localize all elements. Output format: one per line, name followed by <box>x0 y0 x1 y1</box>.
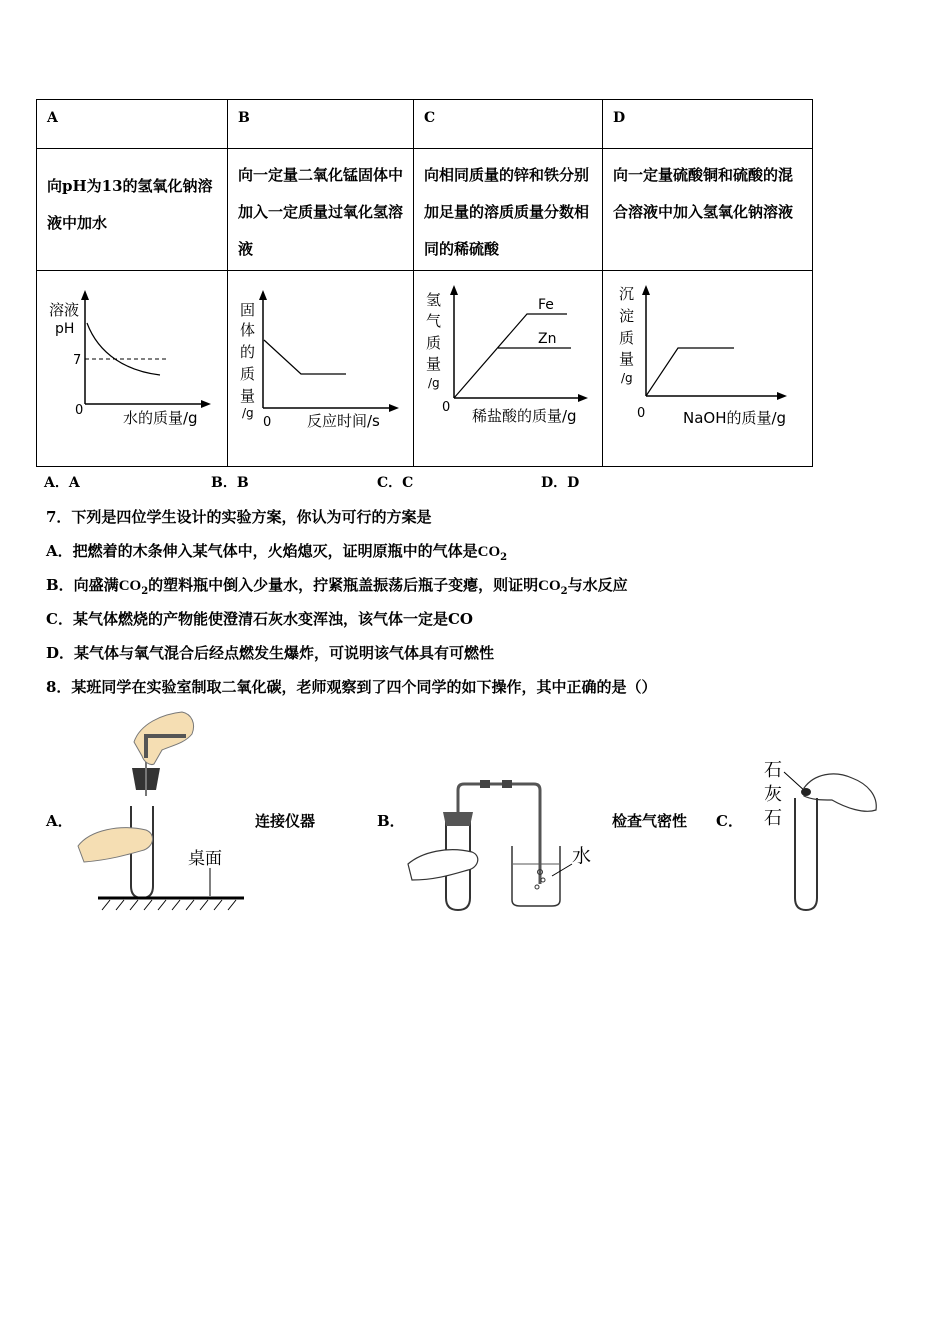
graph-c-zn-label: Zn <box>538 331 557 347</box>
graph-d-y-arrow <box>642 285 650 295</box>
q6-graph-c <box>414 271 603 467</box>
limestone-char-2: 石 <box>764 808 782 829</box>
q7-option-c: C．某气体燃烧的产物能使澄清石灰水变浑浊，该气体一定是CO <box>46 610 473 628</box>
q8-stem: 8．某班同学在实验室制取二氧化碳，老师观察到了四个同学的如下操作，其中正确的是（） <box>46 678 657 696</box>
graph-c-ylabel-1: 气 <box>426 312 442 330</box>
q6-desc-a: 向pH为13的氢氧化钠溶液中加水 <box>37 149 228 271</box>
limestone-icon <box>801 788 811 796</box>
graph-c-svg <box>414 271 602 466</box>
q6-header-c: C <box>414 100 603 149</box>
q8-option-b-label: B． <box>377 812 405 830</box>
graph-a-y-arrow <box>81 290 89 300</box>
graph-b-xlabel: 反应时间/s <box>307 412 380 430</box>
graph-b-ylabel-1: 体 <box>240 321 256 339</box>
graph-d-ylabel-2: 质 <box>619 329 635 347</box>
graph-c-xlabel: 稀盐酸的质量/g <box>472 407 577 425</box>
q6-option-b: B．B <box>211 475 249 491</box>
hand-icon <box>408 850 478 880</box>
q8-option-a-caption: 连接仪器 <box>255 812 316 830</box>
table-label: 桌面 <box>188 849 222 869</box>
q8-option-a-label: A． <box>46 812 73 830</box>
q8-option-c-label: C． <box>716 812 743 830</box>
graph-a-ylabel-1: 溶液 <box>49 301 80 319</box>
q8-option-b-caption: 检查气密性 <box>612 812 688 830</box>
q6-table <box>36 99 813 467</box>
q6-desc-b: 向一定量二氧化锰固体中加入一定质量过氧化氢溶液 <box>228 149 414 271</box>
graph-c-fe-line <box>454 314 567 398</box>
graph-c-y-arrow <box>450 285 458 295</box>
test-tube-icon <box>795 798 817 910</box>
graph-c-ylabel-3: 量 <box>426 355 442 373</box>
graph-c-ylabel-0: 氢 <box>426 291 442 309</box>
graph-a-curve <box>87 323 160 375</box>
graph-a-ylabel-2: pH <box>55 321 75 337</box>
upper-hand-icon <box>134 712 194 765</box>
lower-hand-icon <box>78 828 153 862</box>
graph-d-svg <box>603 271 812 466</box>
stopper-icon <box>443 812 473 826</box>
q6-desc-d: 向一定量硫酸铜和硫酸的混合溶液中加入氢氧化钠溶液 <box>603 149 813 271</box>
q6-header-d: D <box>603 100 813 149</box>
graph-a-origin: 0 <box>75 403 84 418</box>
graph-b-origin: 0 <box>263 415 272 430</box>
graph-b-ylabel-3: 质 <box>240 365 256 383</box>
graph-c-ylabel-2: 质 <box>426 334 442 352</box>
graph-b-svg <box>228 271 413 466</box>
q6-option-d: D．D <box>541 475 580 491</box>
graph-b-y-arrow <box>259 290 267 300</box>
graph-d-ylabel-1: 淀 <box>619 307 635 325</box>
graph-d-ylabel-3: 量 <box>619 350 635 368</box>
q7-stem: 7．下列是四位学生设计的实验方案，你认为可行的方案是 <box>46 508 432 526</box>
graph-c-fe-label: Fe <box>538 297 554 313</box>
q6-header-b: B <box>228 100 414 149</box>
q8-figure-b <box>402 772 598 914</box>
graph-d-ylabel-0: 沉 <box>619 285 635 303</box>
q8-figure-a <box>70 706 250 914</box>
q6-graph-b <box>228 271 414 467</box>
q6-option-a: A．A <box>44 475 80 491</box>
graph-c-x-arrow <box>578 394 588 402</box>
q6-option-c: C．C <box>377 475 414 491</box>
q6-desc-c: 向相同质量的锌和铁分别加足量的溶质质量分数相同的稀硫酸 <box>414 149 603 271</box>
graph-d-origin: 0 <box>637 406 646 421</box>
q7-option-d: D．某气体与氧气混合后经点燃发生爆炸，可说明该气体具有可燃性 <box>46 644 495 662</box>
q6-graph-d <box>603 271 813 467</box>
q7-option-a: A．把燃着的木条伸入某气体中，火焰熄灭，证明原瓶中的气体是$CO_2$ <box>46 542 508 563</box>
graph-d-xlabel: NaOH的质量/g <box>683 409 787 427</box>
graph-b-ylabel-5: /g <box>242 406 254 420</box>
graph-b-x-arrow <box>389 404 399 412</box>
limestone-char-0: 石 <box>764 760 782 781</box>
q6-options <box>44 472 744 490</box>
q6-header-a: A <box>37 100 228 149</box>
graph-c-ylabel-4: /g <box>428 376 440 390</box>
graph-b-ylabel-2: 的 <box>240 343 256 361</box>
graph-a-tick-7: 7 <box>73 353 82 368</box>
q7-option-b: B．向盛满$CO_2$的塑料瓶中倒入少量水，拧紧瓶盖振荡后瓶子变瘪，则证明$CO_2$与水反应 <box>46 576 628 597</box>
limestone-char-1: 灰 <box>764 784 782 805</box>
graph-d-ylabel-4: /g <box>621 371 633 385</box>
graph-c-origin: 0 <box>442 400 451 415</box>
q6-graph-a <box>37 271 228 467</box>
graph-b-ylabel-4: 量 <box>240 387 256 405</box>
graph-b-line <box>264 340 346 374</box>
graph-d-x-arrow <box>777 392 787 400</box>
water-label: 水 <box>572 845 592 867</box>
graph-a-svg <box>37 271 227 466</box>
graph-a-xlabel: 水的质量/g <box>123 409 198 427</box>
graph-b-ylabel-0: 固 <box>240 301 256 319</box>
q8-figure-c <box>760 756 885 914</box>
hand-icon <box>804 774 876 811</box>
graph-a-x-arrow <box>201 400 211 408</box>
graph-d-line <box>646 348 734 396</box>
